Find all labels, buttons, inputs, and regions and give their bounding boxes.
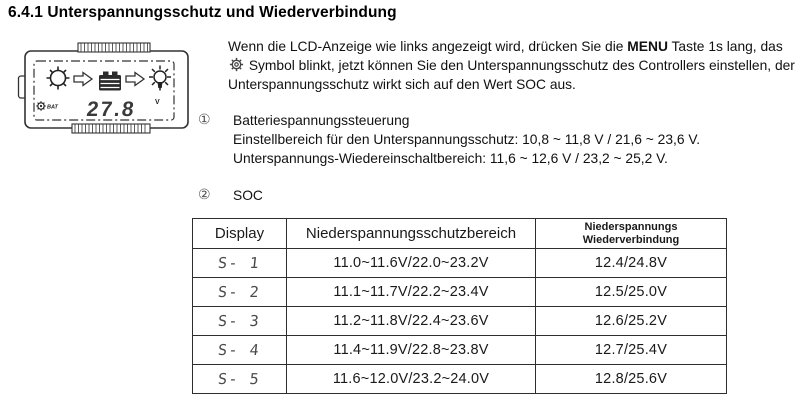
lcd-device-illustration: [8, 38, 208, 143]
bulb-icon: [149, 66, 171, 91]
item-1-line-1: Einstellbereich für den Unterspannungsschutz: 10,8 ~ 11,8 V / 21,6 ~ 23,6 V.: [233, 132, 701, 147]
gear-icon: [36, 101, 46, 111]
item-1-line-2: Unterspannungs-Wiedereinschaltbereich: 11,6 ~ 12,6 V / 23,2 ~ 25,2 V.: [233, 151, 668, 166]
header-reconnect: [536, 219, 727, 249]
protection-cell: 11.6~12.0V/23.2~24.0V: [287, 365, 536, 394]
reconnect-cell: 12.6/25.2V: [536, 307, 727, 336]
protection-cell: 11.4~11.9V/22.8~23.8V: [287, 336, 536, 365]
reconnect-cell: 12.5/25.0V: [536, 278, 727, 307]
header-protection-range: Niederspannungsschutzbereich: [287, 219, 536, 249]
terminal-strip-top: [78, 43, 150, 52]
terminal-strip-bottom: [72, 124, 150, 133]
gear-icon: [229, 57, 244, 72]
table-row: [193, 307, 727, 336]
intro-text-1: Wenn die LCD-Anzeige wie links angezeigt wird, drücken Sie die: [228, 39, 628, 54]
volt-unit: V: [155, 99, 160, 106]
intro-paragraph: [228, 37, 802, 94]
item-marker-1: ①: [198, 111, 211, 127]
table-header-row: [193, 219, 727, 249]
list-item-soc: [196, 186, 496, 205]
table-row: [193, 365, 727, 394]
sun-icon: [47, 67, 70, 90]
display-cell: S- 5: [193, 365, 287, 394]
voltage-reading: 27.8: [85, 98, 138, 121]
protection-cell: 11.2~11.8V/22.4~23.6V: [287, 307, 536, 336]
table-row: [193, 336, 727, 365]
protection-cell: 11.0~11.6V/22.0~23.2V: [287, 249, 536, 278]
arrow-right-icon: [74, 73, 92, 86]
reconnect-cell: 12.7/25.4V: [536, 336, 727, 365]
intro-text-3: Symbol blinkt, jetzt können Sie den Unterspannungsschutz des Controllers einstellen, der Unterspannungsschutz wirkt sich auf den Wert SOC aus.: [228, 58, 795, 92]
table-row: [193, 249, 727, 278]
protection-cell: 11.1~11.7V/22.2~23.4V: [287, 278, 536, 307]
table-row: [193, 278, 727, 307]
reconnect-cell: 12.4/24.8V: [536, 249, 727, 278]
header-reconnect-line1: Niederspannungs: [584, 220, 678, 233]
header-reconnect-line2: Wiederverbindung: [582, 233, 680, 246]
item-1-title: Batteriespannungssteuerung: [233, 113, 410, 128]
item-2-title: SOC: [233, 188, 263, 203]
device-left-tab: [19, 76, 26, 98]
display-cell: S- 4: [193, 336, 287, 365]
page-title: 6.4.1 Unterspannungsschutz und Wiederverbindung: [8, 4, 397, 21]
reconnect-cell: 12.8/25.6V: [536, 365, 727, 394]
arrow-right-icon: [126, 73, 144, 86]
header-display: Display: [193, 219, 287, 249]
intro-text-2: Taste 1s lang, das: [667, 39, 783, 54]
battery-icon: [99, 72, 121, 91]
item-marker-2: ②: [198, 186, 211, 202]
menu-key-label: MENU: [627, 39, 668, 54]
display-cell: S- 1: [193, 249, 287, 278]
list-item-battery-voltage: [196, 111, 796, 168]
bat-label: BAT: [47, 104, 58, 111]
display-cell: S- 2: [193, 278, 287, 307]
soc-table: [192, 218, 727, 394]
display-cell: S- 3: [193, 307, 287, 336]
